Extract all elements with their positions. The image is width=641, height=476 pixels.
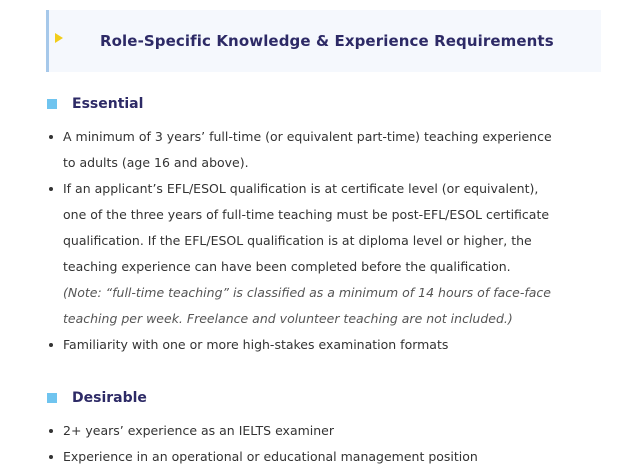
list-item: [47, 444, 607, 470]
list-item-text: qualification. If the EFL/ESOL qualification is at diploma level or higher, the: [63, 233, 532, 248]
list-item-note: teaching per week. Freelance and volunteer teaching are not included.): [63, 311, 513, 326]
list-item: [47, 176, 607, 332]
square-bullet-icon: [47, 393, 57, 403]
desirable-list: [47, 418, 607, 470]
list-item: [47, 418, 607, 444]
list-item-text: Experience in an operational or educational management position: [63, 449, 478, 464]
list-item: [47, 124, 607, 176]
list-item-text: A minimum of 3 years’ full-time (or equivalent part-time) teaching experience: [63, 129, 552, 144]
section-title: Role-Specific Knowledge & Experience Requirements: [100, 32, 554, 50]
list-item-text: 2+ years’ experience as an IELTS examiner: [63, 423, 335, 438]
list-item-text: Familiarity with one or more high-stakes examination formats: [63, 337, 449, 352]
list-item-text: one of the three years of full-time teaching must be post-EFL/ESOL certificate: [63, 207, 550, 222]
triangle-right-icon: [55, 33, 63, 43]
list-item: [47, 332, 607, 358]
list-item-text: teaching experience can have been completed before the qualification.: [63, 259, 511, 274]
list-item-text: If an applicant’s EFL/ESOL qualification is at certificate level (or equivalent),: [63, 181, 539, 196]
list-item-note: (Note: “full-time teaching” is classified as a minimum of 14 hours of face-face: [63, 285, 551, 300]
desirable-heading: [47, 388, 147, 408]
essential-list: [47, 124, 607, 358]
section-header-card: [46, 10, 601, 72]
list-item-text: to adults (age 16 and above).: [63, 155, 249, 170]
square-bullet-icon: [47, 99, 57, 109]
essential-heading-label: Essential: [72, 96, 144, 112]
essential-heading: [47, 94, 143, 114]
desirable-heading-label: Desirable: [72, 390, 147, 406]
